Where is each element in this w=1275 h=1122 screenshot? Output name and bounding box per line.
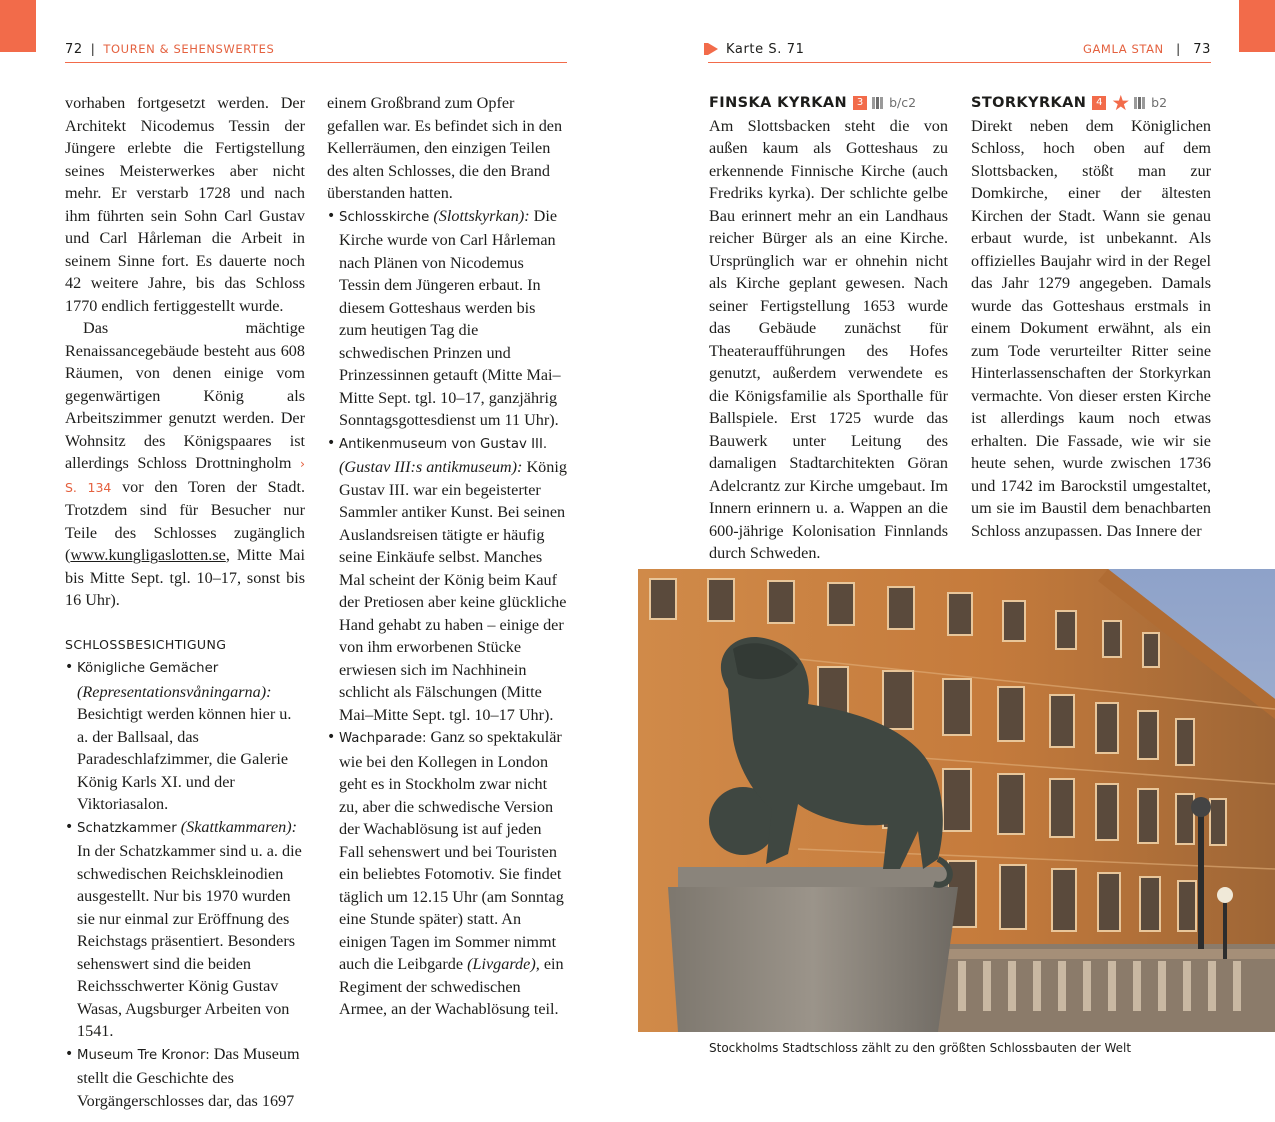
photo-illustration (638, 569, 1275, 1032)
text-column-3 (709, 92, 948, 565)
list-item: • Schatzkammer (Skattkammaren): In der Schatzkammer sind u. a. die schwedischen Reichskleinodien ausgestellt. Nur bis 1970 wurden sie nur einmal zur Eröffnung des Reichstags präsentiert. Besonders sehenswert sind die beiden Reichsschwerter König Gustav Wasas, Augsburger Arbeiten von 1541. (65, 816, 305, 1043)
photo-caption: Stockholms Stadtschloss zählt zu den größten Schlossbauten der Welt (709, 1041, 1132, 1055)
map-reference[interactable] (708, 42, 805, 57)
right-running-header (708, 38, 1211, 60)
paragraph: vorhaben fortgesetzt werden. Der Architekt Nicodemus Tessin der Jüngere erlebte die Fertigstellung seines Meisterwerkes aber nicht mehr. Er verstarb 1728 und nach ihm führten sein Sohn Carl Gustav und Carl Hårleman die Arbeit in seinem Sinne fort. Es dauerte noch 42 weitere Jahre, bis das Schloss 1770 endlich fertiggestellt wurde. (65, 94, 305, 315)
map-icon (872, 97, 883, 109)
left-running-header (65, 38, 567, 60)
sight-title: FINSKA KYRKAN (709, 95, 848, 111)
map-icon (1134, 97, 1145, 109)
map-reference-label: Karte S. 71 (726, 41, 805, 57)
sight-list (65, 656, 305, 1112)
page-corner-tab-right (1239, 0, 1275, 52)
text-column-2 (327, 92, 567, 1021)
sight-title: STORKYRKAN (971, 95, 1087, 111)
map-number-badge: 3 (853, 96, 867, 110)
map-grid-reference: b/c2 (889, 95, 917, 110)
page-number-right: 73 (1193, 41, 1211, 57)
text-column-4 (971, 92, 1211, 542)
paragraph: einem Großbrand zum Opfer gefallen war. Es befindet sich in den Kellerräumen, den einzigen Teilen des alten Schlosses, die den Brand überstanden hatten. (327, 94, 563, 202)
map-grid-reference: b2 (1151, 95, 1168, 110)
page-number-left: 72 (65, 41, 83, 57)
website-link[interactable]: www.kungligaslotten.se (70, 546, 226, 564)
section-title-right: GAMLA STAN (1082, 41, 1164, 56)
list-item: • Wachparade: Ganz so spektakulär wie bei den Kollegen in London geht es in Stockholm zwar nicht zu, aber die schwedische Version der Wachablösung ist auf jeden Fall sehenswert und bei Touristen ein beliebtes Fotomotiv. Sie findet täglich um 12.15 Uhr (am Sonntag eine Stunde später) statt. An einigen Tagen im Sommer nimmt auch die Leibgarde (Livgarde), ein Regiment der schwedischen Armee, an der Wachablösung teil. (327, 726, 567, 1021)
palace-lion-photo (638, 569, 1275, 1032)
text-column-1 (65, 92, 305, 1112)
list-item: • Schlosskirche (Slottskyrkan): Die Kirche wurde von Carl Hårleman nach Plänen von Nicodemus Tessin dem Jüngeren erbaut. In diesem Gotteshaus werden bis zum heutigen Tag die schwedischen Prinzen und Prinzessinnen getauft (Mitte Mai–Mitte Sept. tgl. 10–17, ganzjährig Sonntagsgottesdienst um 11 Uhr). (327, 205, 567, 432)
header-rule-left (65, 62, 567, 63)
page-corner-tab-left (0, 0, 36, 52)
header-separator: | (90, 42, 96, 56)
list-item: • Antikenmuseum von Gustav III. (Gustav III:s antikmuseum): König Gustav III. war ein begeisterter Sammler antiker Kunst. Bei seinen Auslandsreisen tätigte er häufig seine Einkäufe selbst. Manches Mal scheint der König beim Kauf der Pretiosen aber keine glückliche Hand gehabt zu haben – einige der von ihm erworbenen Stücke erwiesen sich im Nachhinein schlicht als Fälschungen (Mitte Mai–Mitte Sept. tgl. 10–17 Uhr). (327, 432, 567, 727)
page-reference-link[interactable]: › S. 134 (65, 456, 306, 495)
sight-heading (709, 92, 948, 115)
map-number-badge: 4 (1092, 96, 1106, 110)
list-item: • Museum Tre Kronor: Das Museum stellt die Geschichte des Vorgängerschlosses dar, das 1697 (65, 1043, 305, 1113)
sight-list (327, 205, 567, 1021)
paragraph: Direkt neben dem Königlichen Schloss, hoch oben auf dem Slottsbacken, stößt man zur Domkirche, einer der ältesten Kirchen der Stadt. Wann sie genau erbaut wurde, ist unbekannt. Als offizielles Baujahr wird in der Regel das Jahr 1279 angegeben. Damals wurde das Gotteshaus erstmals in einem Dokument erwähnt, als ein zum Tode verurteilter Ritter seine Hinterlassenschaften der Storkyrkan vermachte. Von dieser ersten Kirche ist allerdings kaum noch etwas erhalten. Die Fassade, wie wir sie heute sehen, wurde zwischen 1736 und 1742 im Barockstil umgestaltet, um sie im Baustil dem benachbarten Schloss anzupassen. Das Innere der (971, 116, 1211, 540)
paragraph: Am Slottsbacken steht die von außen kaum als Gotteshaus zu erkennende Finnische Kirche (auch Fredriks kyrka). Der schlichte gelbe Bau erinnert mehr an ein Landhaus reicher Bürger als an eine Kirche. Ursprünglich war er ohnehin nicht als Kirche geplant gewesen. Nach seiner Fertigstellung 1653 wurde das Gebäude zunächst für Theateraufführungen des Hofes genutzt, außerdem verwendete es die Königsfamilie als Sporthalle für Ballspiele. Erst 1725 wurde das Bauwerk unter Leitung des damaligen Stadtarchitekten Göran Adelcrantz zur Kirche umgebaut. Im Innern erinnern u. a. Wappen an die 600-jährige Kolonisation Finnlands durch Schweden. (709, 116, 948, 562)
section-title-left: TOUREN & SEHENSWERTES (103, 42, 275, 56)
subheading: SCHLOSSBESICHTIGUNG (65, 636, 227, 652)
sight-heading (971, 92, 1211, 115)
header-separator: | (1176, 41, 1181, 56)
arrow-icon (708, 43, 718, 55)
list-item: • Königliche Gemächer (Representationsvåningarna): Besichtigt werden können hier u. a. der Ballsaal, das Paradeschlafzimmer, die Galerie König Karls XI. und der Viktoriasalon. (65, 656, 305, 816)
header-rule-right (708, 62, 1211, 63)
star-icon: ★ (1111, 91, 1131, 116)
paragraph: Das mächtige Renaissancegebäude besteht aus 608 Räumen, von denen einige vom gegenwärtigen König als Arbeitszimmer genutzt werden. Der Wohnsitz des Königspaares ist allerdings Schloss Drottningholm › S. 134 vor den Toren der Stadt. Trotzdem sind für Besucher nur Teile des Schlosses zugänglich (www.kungligaslotten.se, Mitte Mai bis Mitte Sept. tgl. 10–17, sonst bis 16 Uhr). (65, 319, 306, 609)
